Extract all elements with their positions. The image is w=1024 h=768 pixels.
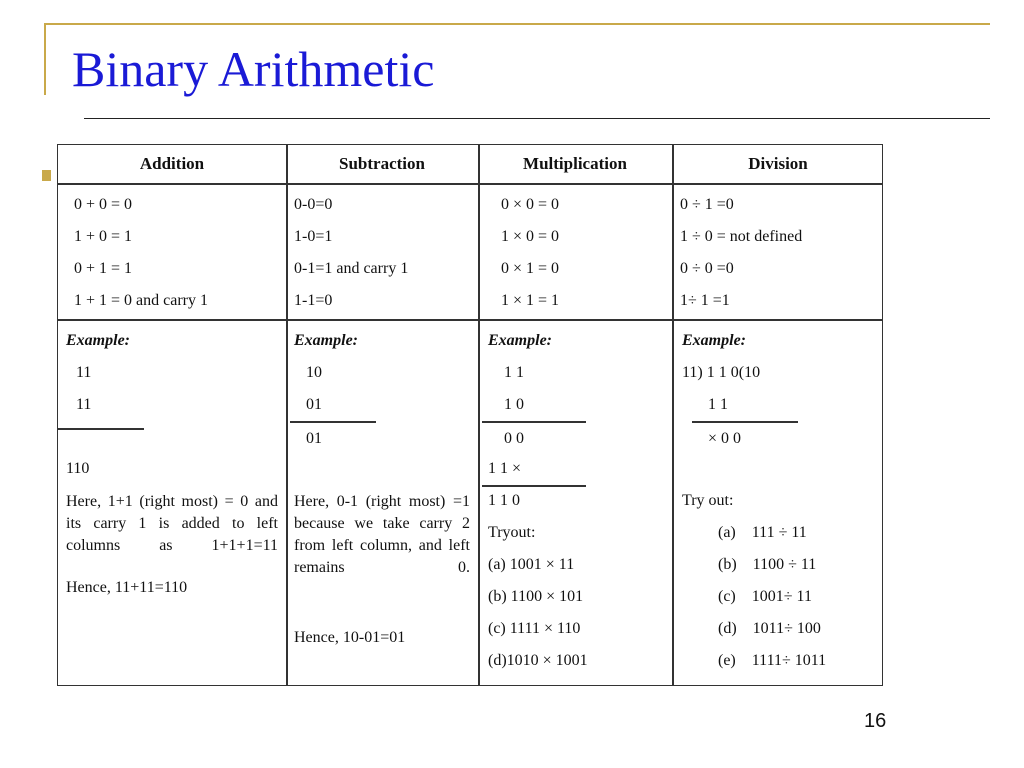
addition-example-label: Example: — [66, 332, 130, 349]
addition-rules — [74, 189, 208, 317]
rule-line: 1-1=0 — [294, 292, 333, 309]
tryout-item: (a) 1001 × 11 — [488, 556, 575, 573]
rule-line: 1÷ 1 =1 — [680, 292, 730, 309]
header-multiplication: Multiplication — [523, 154, 627, 173]
bullet-marker — [42, 170, 51, 181]
slide-title: Binary Arithmetic — [72, 41, 435, 97]
page-number: 16 — [864, 710, 887, 732]
multiplication-example-label: Example: — [488, 332, 552, 349]
subtraction-difference-line — [290, 421, 376, 423]
column-divider — [286, 145, 288, 685]
subtraction-operand: 01 — [306, 396, 322, 413]
multiplication-partial: 1 1 × — [488, 460, 522, 477]
addition-operand: 11 — [76, 364, 92, 381]
tryout-item: (b) 1100 ÷ 11 — [718, 556, 817, 573]
addition-sum-line — [58, 428, 144, 430]
multiplication-operand: 1 1 — [504, 364, 524, 381]
rules-divider — [58, 319, 882, 321]
subtraction-rules — [294, 189, 408, 317]
division-remainder: × 0 0 — [708, 430, 742, 447]
addition-hence: Hence, 11+11=110 — [66, 579, 188, 596]
rule-line: 0 + 0 = 0 — [74, 196, 133, 213]
subtraction-operand: 10 — [306, 364, 322, 381]
multiplication-rules — [501, 189, 559, 317]
tryout-item: (d) 1011÷ 100 — [718, 620, 821, 637]
column-divider — [672, 145, 674, 685]
frame-top-border — [44, 23, 990, 25]
rule-line: 0 × 1 = 0 — [501, 260, 560, 277]
frame-left-border — [44, 23, 46, 95]
tryout-item: (d)1010 × 1001 — [488, 652, 588, 669]
addition-explanation: Here, 1+1 (right most) = 0 and its carry 1 is added to left columns as 1+1+1=11 — [66, 493, 278, 554]
tryout-item: (a) 111 ÷ 11 — [718, 524, 807, 541]
binary-arithmetic-table — [57, 144, 883, 686]
rule-line: 1 ÷ 0 = not defined — [680, 228, 803, 245]
rule-line: 1 × 0 = 0 — [501, 228, 560, 245]
division-step: 1 1 — [708, 396, 728, 413]
addition-result: 110 — [66, 460, 90, 477]
tryout-item: (c) 1001÷ 11 — [718, 588, 812, 605]
rule-line: 1 × 1 = 1 — [501, 292, 560, 309]
division-tryout-label: Try out: — [682, 492, 734, 509]
rule-line: 0 ÷ 0 =0 — [680, 260, 734, 277]
division-rules — [680, 189, 802, 317]
subtraction-explanation: Here, 0-1 (right most) =1 because we take carry 2 from left column, and left remains 0. — [294, 493, 470, 576]
rule-line: 0 ÷ 1 =0 — [680, 196, 734, 213]
rule-line: 0-1=1 and carry 1 — [294, 260, 409, 277]
multiplication-operand: 1 0 — [504, 396, 524, 413]
column-divider — [478, 145, 480, 685]
addition-operand: 11 — [76, 396, 92, 413]
division-example-label: Example: — [682, 332, 746, 349]
rule-line: 1 + 1 = 0 and carry 1 — [74, 292, 209, 309]
multiplication-line — [482, 421, 586, 423]
rule-line: 0-0=0 — [294, 196, 333, 213]
tryout-item: (e) 1111÷ 1011 — [718, 652, 827, 669]
subtraction-result: 01 — [306, 430, 322, 447]
multiplication-result: 1 1 0 — [488, 492, 520, 509]
rule-line: 0 + 1 = 1 — [74, 260, 133, 277]
multiplication-tryout-label: Tryout: — [488, 524, 536, 541]
header-addition: Addition — [139, 154, 205, 173]
header-division: Division — [748, 154, 808, 173]
tryout-item: (b) 1100 × 101 — [488, 588, 584, 605]
subtraction-example-label: Example: — [294, 332, 358, 349]
division-tryout-list — [718, 517, 826, 677]
rule-line: 0 × 0 = 0 — [501, 196, 560, 213]
tryout-item: (c) 1111 × 110 — [488, 620, 581, 637]
multiplication-tryout-list — [488, 549, 588, 677]
rule-line: 1-0=1 — [294, 228, 333, 245]
multiplication-partial: 0 0 — [504, 430, 524, 447]
title-underline — [84, 118, 990, 119]
subtraction-hence: Hence, 10-01=01 — [294, 629, 406, 646]
rule-line: 1 + 0 = 1 — [74, 228, 133, 245]
division-dividend: 11) 1 1 0(10 — [682, 364, 761, 381]
header-divider — [58, 183, 882, 185]
header-subtraction: Subtraction — [339, 154, 425, 173]
